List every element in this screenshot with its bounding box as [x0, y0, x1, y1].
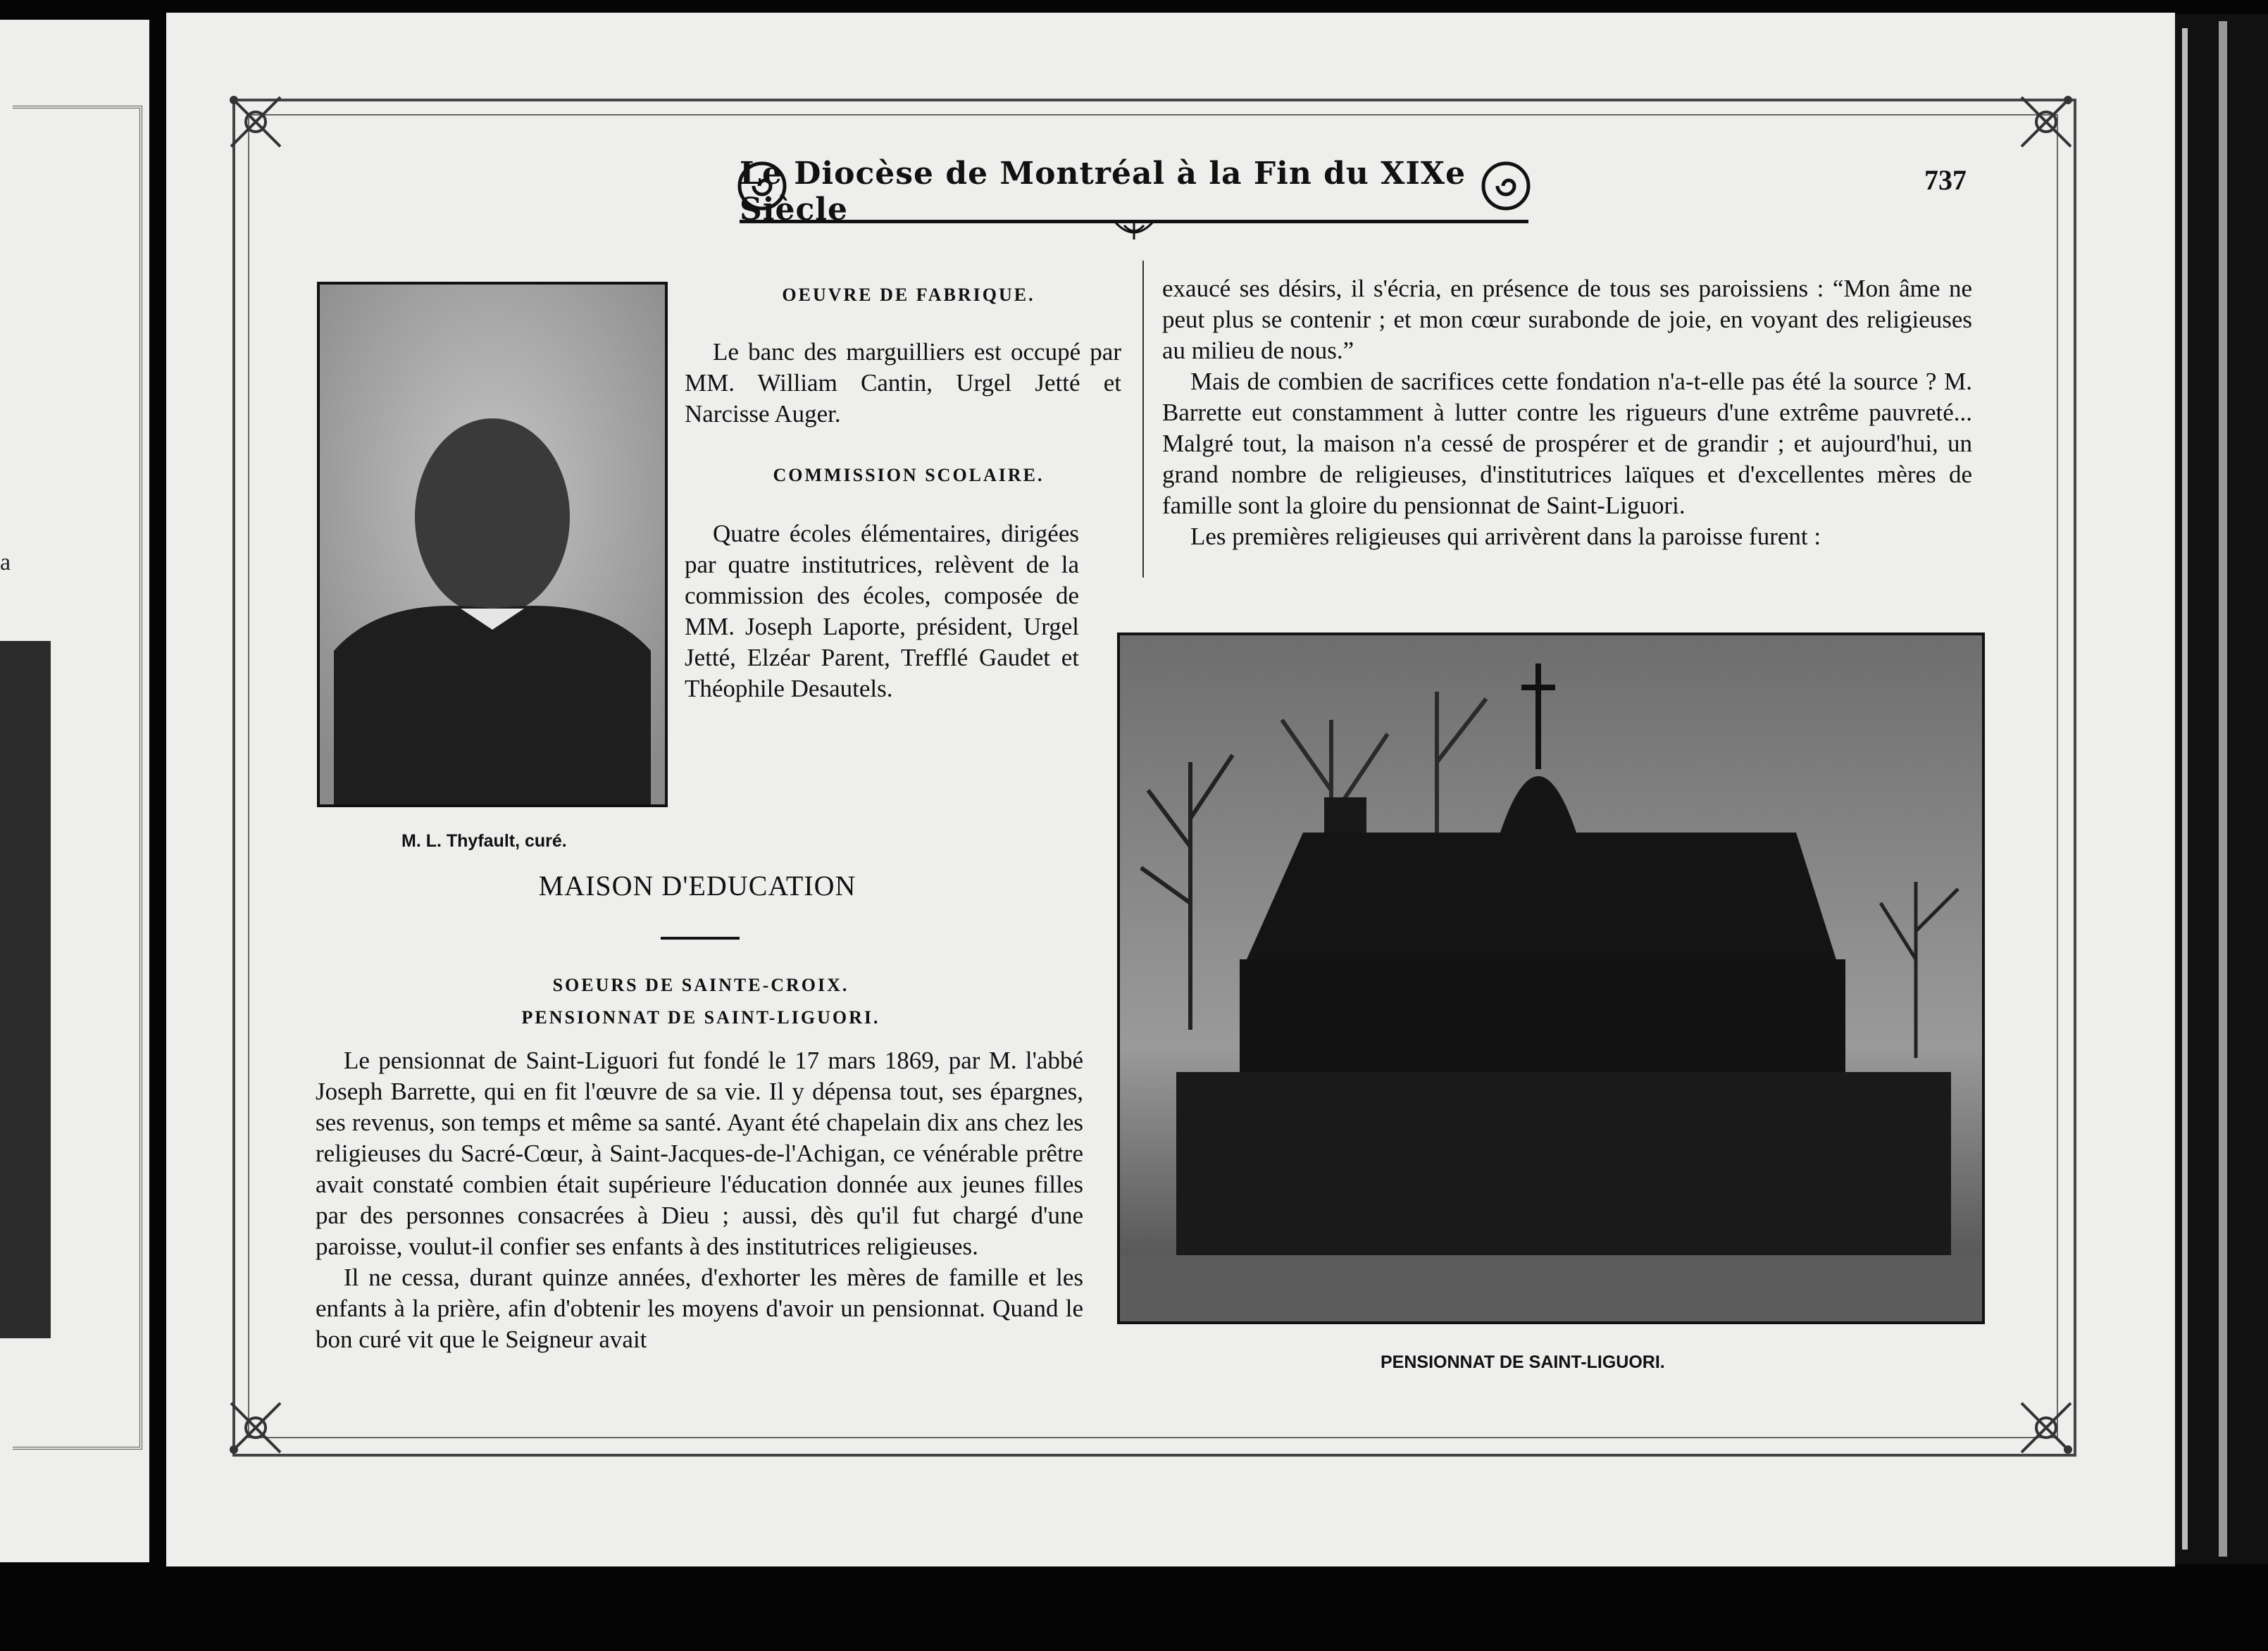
book-edge-stripe	[2182, 28, 2188, 1550]
body-paragraph: exaucé ses désirs, il s'écria, en présence de tous ses paroissiens : “Mon âme ne peut plus se contenir ; et mon cœur surabonde de joie, en voyant des religieuses au milieu de nous.”	[1162, 275, 1972, 364]
page-number: 737	[1924, 164, 1967, 196]
book-edge-stripe	[2219, 21, 2227, 1557]
commission-heading: COMMISSION SCOLAIRE.	[773, 465, 1045, 485]
oeuvre-text: Le banc des marguilliers est occupé par MM. William Cantin, Urgel Jetté et Narcisse Auger.	[685, 338, 1121, 428]
corner-ornament-icon	[224, 1396, 287, 1459]
church-caption: PENSIONNAT DE SAINT-LIGUORI.	[1381, 1352, 1665, 1372]
subheading-pensionnat: PENSIONNAT DE SAINT-LIGUORI.	[521, 1007, 880, 1028]
portrait-caption: M. L. Thyfault, curé.	[401, 831, 567, 851]
body-right	[1162, 273, 1972, 552]
subheading-soeurs: SOEURS DE SAINTE-CROIX.	[552, 975, 849, 995]
corner-ornament-icon	[224, 90, 287, 154]
commission-text: Quatre écoles élémentaires, dirigées par quatre institutrices, relèvent de la commission des écoles, composée de MM. Joseph Laporte, président, Urgel Jetté, Elzéar Parent, Trefflé Gaudet et Théophile Desautels.	[685, 520, 1079, 702]
corner-ornament-icon	[2014, 90, 2078, 154]
body-left	[316, 1045, 1083, 1355]
column-rule	[1142, 261, 1144, 578]
running-header	[740, 156, 1528, 228]
portrait-photo	[317, 282, 668, 807]
church-photo	[1117, 633, 1985, 1324]
body-paragraph: Mais de combien de sacrifices cette fondation n'a-t-elle pas été la source ? M. Barrette eut constamment à lutter contre les rigueurs d'une extrême pauvreté... Malgré tout, la maison n'a cessé de prospérer et de grandir ; et aujourd'hui, un grand nombre de religieuses, d'institutrices laïques et d'excellentes mères de famille sont la gloire du pensionnat de Saint-Liguori.	[1162, 368, 1972, 519]
body-paragraph: Le pensionnat de Saint-Liguori fut fondé le 17 mars 1869, par M. l'abbé Joseph Barrette, qui en fit l'œuvre de sa vie. Il y dépensa tout, ses épargnes, ses revenus, son temps et même sa santé. Ayant été chapelain dix ans chez les religieuses du Sacré-Cœur, à Saint-Jacques-de-l'Achigan, ce vénérable prêtre avait constaté combien était supérieure l'éducation donnée aux jeunes filles par des personnes consacrées à Dieu ; aussi, dès qu'il fut chargé d'une paroisse, voulut-il confier ses enfants à des institutrices religieuses.	[316, 1047, 1083, 1260]
header-flourish-icon	[1111, 216, 1157, 244]
left-page-letter: a	[0, 549, 11, 575]
section-title: MAISON D'EDUCATION	[538, 870, 856, 902]
body-paragraph: Il ne cessa, durant quinze années, d'exhorter les mères de famille et les enfants à la prière, afin d'obtenir les moyens d'avoir un pensionnat. Quand le bon curé vit que le Seigneur avait	[316, 1264, 1083, 1353]
running-header-title: Le Diocèse de Montréal à la Fin du XIXe Siècle	[740, 156, 1466, 228]
corner-ornament-icon	[2014, 1396, 2078, 1459]
oeuvre-heading: OEUVRE DE FABRIQUE.	[782, 285, 1035, 305]
left-page-photo	[0, 641, 51, 1338]
section-rule	[661, 937, 740, 940]
body-paragraph: Les premières religieuses qui arrivèrent dans la paroisse furent :	[1190, 523, 1821, 550]
